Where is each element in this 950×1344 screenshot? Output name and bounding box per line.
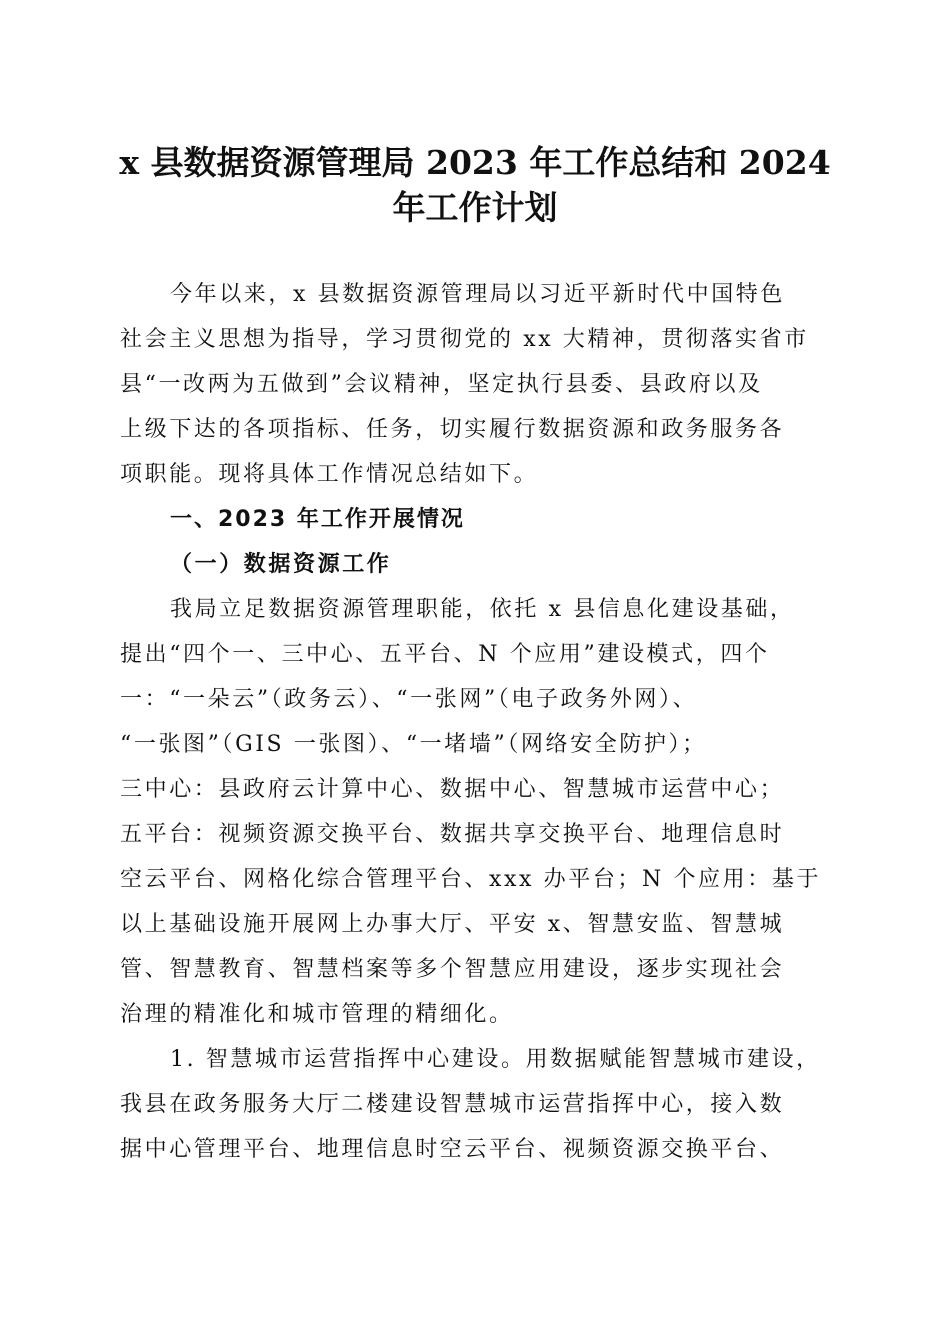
paragraph-line: 我县在政务服务大厅二楼建设智慧城市运营指挥中心，接入数	[120, 1092, 785, 1117]
document-body	[120, 272, 830, 1172]
paragraph-line: 上级下达的各项指标、任务，切实履行数据资源和政务服务各	[120, 417, 785, 442]
paragraph-line: 我局立足数据资源管理职能，依托 x 县信息化建设基础，	[170, 597, 795, 622]
paragraph-line: 空云平台、网格化综合管理平台、xxx 办平台；N 个应用：基于	[120, 867, 822, 892]
paragraph-line: 项职能。现将具体工作情况总结如下。	[120, 462, 539, 487]
paragraph-line: 县“一改两为五做到”会议精神，坚定执行县委、县政府以及	[120, 372, 763, 397]
intro-paragraph	[120, 272, 830, 497]
paragraph-line: 五平台：视频资源交换平台、数据共享交换平台、地理信息时	[120, 822, 785, 847]
paragraph-line: 今年以来，x 县数据资源管理局以习近平新时代中国特色	[170, 282, 786, 307]
paragraph-line: 据中心管理平台、地理信息时空云平台、视频资源交换平台、	[120, 1137, 785, 1162]
subsection-heading: （一）数据资源工作	[170, 551, 392, 577]
paragraph-line: 三中心：县政府云计算中心、数据中心、智慧城市运营中心；	[120, 777, 785, 802]
paragraph-line: 管、智慧教育、智慧档案等多个智慧应用建设，逐步实现社会	[120, 957, 785, 982]
paragraph-line: 1. 智慧城市运营指挥中心建设。用数据赋能智慧城市建设，	[170, 1047, 821, 1072]
body-paragraph	[120, 1037, 830, 1172]
body-paragraph	[120, 587, 830, 1037]
document-title	[112, 140, 838, 230]
paragraph-line: 提出“四个一、三中心、五平台、N 个应用”建设模式，四个	[120, 642, 770, 667]
paragraph-line: “一张图”（GIS 一张图）、“一堵墙”（网络安全防护）；	[120, 732, 707, 757]
paragraph-line: 治理的精准化和城市管理的精细化。	[120, 1002, 514, 1027]
section-heading: 一、2023 年工作开展情况	[170, 507, 465, 532]
paragraph-line: 一：“一朵云”（政务云）、“一张网”（电子政务外网）、	[120, 687, 698, 712]
paragraph-line: 社会主义思想为指导，学习贯彻党的 xx 大精神，贯彻落实省市	[120, 327, 809, 352]
paragraph-line: 以上基础设施开展网上办事大厅、平安 x、智慧安监、智慧城	[120, 912, 785, 937]
title-line: x 县数据资源管理局 2023 年工作总结和 2024	[119, 143, 831, 182]
title-line: 年工作计划	[392, 188, 558, 227]
